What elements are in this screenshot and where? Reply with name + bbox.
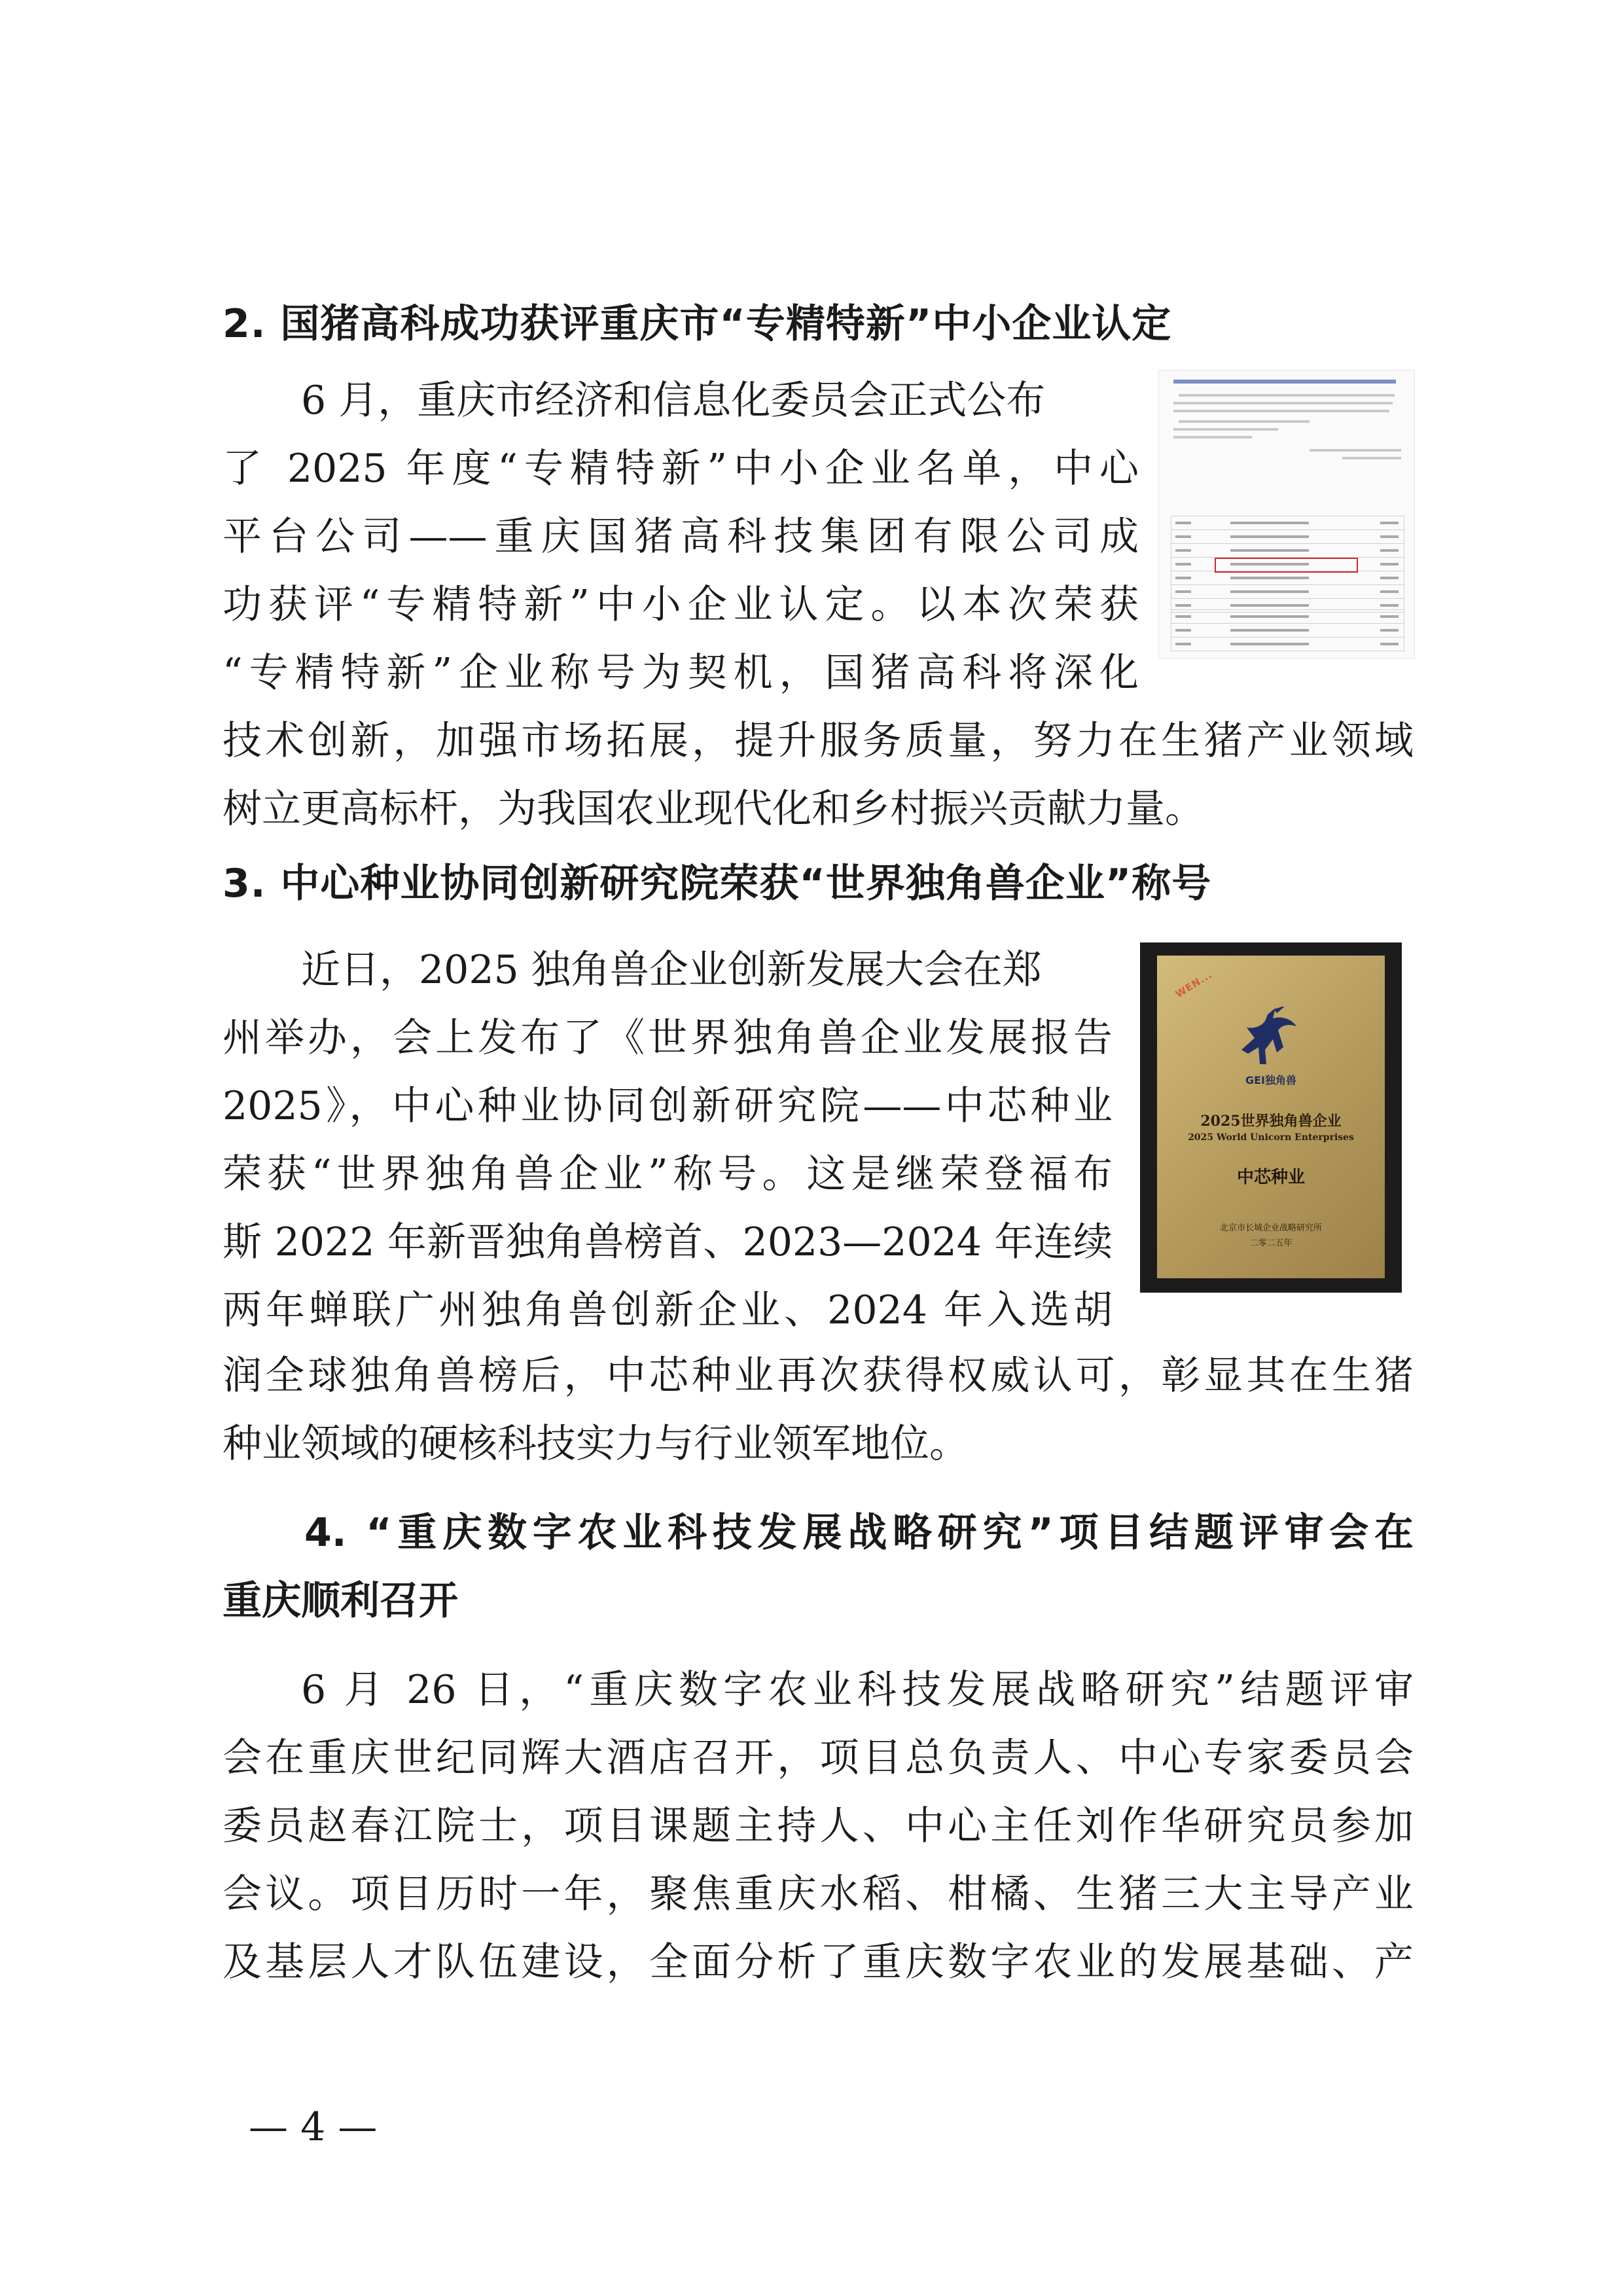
document-text-line	[1173, 436, 1252, 439]
document-text-line	[1173, 402, 1393, 404]
paragraph-line: 树立更高标杆，为我国农业现代化和乡村振兴贡献力量。	[223, 786, 1204, 832]
paragraph-line: 种业领域的硬核科技实力与行业领军地位。	[223, 1421, 969, 1467]
document-text-line	[1173, 428, 1278, 431]
paragraph-line: 荣获“世界独角兽企业”称号。这是继荣登福布	[223, 1151, 1113, 1197]
paragraph-line: 6 月 26 日，“重庆数字农业科技发展战略研究”结题评审	[301, 1667, 1414, 1713]
document-title-bar	[1173, 380, 1396, 384]
paragraph-line: 近日，2025 独角兽企业创新发展大会在郑	[301, 947, 1042, 993]
paragraph-line: 平台公司——重庆国猪高科技集团有限公司成	[223, 514, 1139, 560]
document-text-line	[1179, 420, 1310, 423]
watermark: WEN...	[1173, 968, 1215, 1001]
paragraph-line: 技术创新，加强市场拓展，提升服务质量，努力在生猪产业领域	[223, 718, 1414, 764]
document-text-line	[1173, 410, 1389, 412]
paragraph-line: 6 月，重庆市经济和信息化委员会正式公布	[301, 378, 1046, 423]
document-text-line	[1342, 457, 1401, 459]
section-4-heading-line-1: 4. “重庆数字农业科技发展战略研究”项目结题评审会在	[304, 1510, 1414, 1556]
paragraph-line: 2025》，中心种业协同创新研究院——中芯种业	[223, 1083, 1113, 1129]
award-plaque-image	[1140, 942, 1402, 1293]
highlight-box	[1215, 558, 1358, 573]
paragraph-line: 润全球独角兽榜后，中芯种业再次获得权威认可，彰显其在生猪	[223, 1353, 1414, 1399]
paragraph-line: 及基层人才队伍建设，全面分析了重庆数字农业的发展基础、产	[223, 1939, 1414, 1985]
document-text-line	[1310, 449, 1401, 452]
page-number: — 4 —	[249, 2104, 378, 2150]
document-text-line	[1179, 394, 1395, 397]
section-4-heading	[223, 1499, 1414, 1635]
paragraph-line: 了 2025 年度“专精特新”中小企业名单，中心	[223, 446, 1139, 492]
paragraph-line: 斯 2022 年新晋独角兽榜首、2023—2024 年连续	[223, 1219, 1113, 1265]
paragraph-line: 委员赵春江院士，项目课题主持人、中心主任刘作华研究员参加	[223, 1803, 1414, 1849]
plaque-logo-text: GEI独角兽	[1245, 1074, 1297, 1086]
paragraph-line: 功获评“专精特新”中小企业认定。以本次荣获	[223, 582, 1139, 628]
paragraph-line: 会议。项目历时一年，聚焦重庆水稻、柑橘、生猪三大主导产业	[223, 1871, 1414, 1917]
section-2-heading: 2. 国猪高科成功获评重庆市“专精特新”中小企业认定	[223, 301, 1172, 347]
section-2-paragraph-cont	[223, 707, 1414, 843]
paragraph-line: “专精特新”企业称号为契机，国猪高科将深化	[223, 650, 1139, 696]
plaque-year: 二零二五年	[1249, 1238, 1293, 1248]
list-document-image	[1158, 370, 1415, 659]
plaque-subtitle: 2025 World Unicorn Enterprises	[1188, 1132, 1354, 1143]
section-3-paragraph	[223, 936, 1113, 1344]
plaque-company-name: 中芯种业	[1236, 1168, 1305, 1187]
paragraph-line: 两年蝉联广州独角兽创新企业、2024 年入选胡	[223, 1287, 1113, 1333]
section-2-paragraph	[223, 367, 1139, 707]
unicorn-logo-icon	[1235, 1007, 1307, 1069]
plaque-gold-panel	[1157, 956, 1385, 1278]
paragraph-line: 会在重庆世纪同辉大酒店召开，项目总负责人、中心专家委员会	[223, 1735, 1414, 1781]
section-3-heading: 3. 中心种业协同创新研究院荣获“世界独角兽企业”称号	[223, 861, 1212, 906]
document-table	[1171, 609, 1404, 651]
paragraph-line: 州举办，会上发布了《世界独角兽企业发展报告	[223, 1015, 1113, 1061]
plaque-issuer: 北京市长城企业战略研究所	[1219, 1223, 1322, 1233]
plaque-title: 2025世界独角兽企业	[1200, 1113, 1342, 1130]
section-4-paragraph	[223, 1656, 1414, 1996]
section-3-paragraph-cont	[223, 1342, 1414, 1478]
section-4-heading-line-2: 重庆顺利召开	[223, 1578, 458, 1624]
